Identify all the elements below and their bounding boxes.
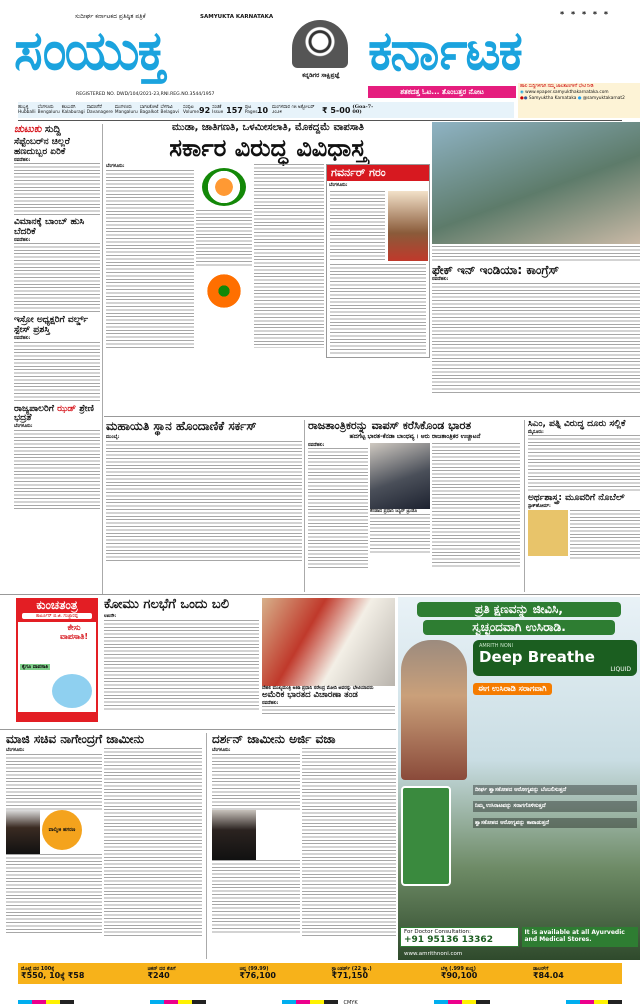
story-subhead-canada: ಹದಗೆಟ್ಟ ಭಾರತ-ಕೆನಡಾ ಬಾಂಧವ್ಯ । ಆರು ರಾಜತಾಂತ್ರಿಕರ ಉಚ್ಚಾಟನೆ [349,433,481,441]
story-headline-nagendra[interactable]: ಮಾಜಿ ಸಚಿವ ನಾಗೇಂದ್ರಗೆ ಜಾಮೀನು [6,732,145,746]
brief-dateline: ನವದೆಹಲಿ: [14,157,31,163]
pages: 10 [256,105,269,115]
twitter-icon[interactable]: ● [577,96,582,101]
masthead-title-right: ಕರ್ನಾಟಕ [368,19,521,82]
ad-website[interactable]: www.amrithnoni.com [404,951,463,957]
ticker-item: ಸ್ಟ್ಯಾಂಡರ್ಡ್ (22 ಕ್ಯಾ.) ₹71,150 [331,965,372,980]
facebook-handle[interactable]: Samyuktha Karnataka [528,96,577,101]
youtube-icon[interactable]: ● [520,96,524,101]
issue-label: ಸಂಚಿಕೆ Issue [212,105,224,115]
top-right-photo [432,122,640,244]
atishi-modi-photo [262,598,395,686]
darshan-story [212,733,396,938]
story-dateline: ಬೆಂಗಳೂರು: [212,748,231,754]
epaper-note: ಹಾಲಿ ಸುದ್ದಿಗಳಿಗಾಗಿ ನಮ್ಮ ಜಾಲತಾಣಗಳಿಗೆ ಭೇಟಿ ನೀಡಿ [520,84,594,89]
top-right-story [432,122,640,393]
lead-headline[interactable]: ಸರ್ಕಾರ ವಿರುದ್ಧ ವಿವಿಧಾಸ್ತ್ರ [169,134,367,162]
price-goa: (Goa-7-00) [352,104,374,115]
story-dateline: ನವದೆಹಲಿ: [308,443,325,449]
governor-photo [388,191,428,261]
story-dateline: ಲಖನೌ: [104,614,117,620]
promo-banner: ಶತಕದತ್ತ ಓಟ... ತೊಂಬತ್ತರ ನೋಟ [368,86,516,98]
top-right-headline[interactable]: ಫೇಕ್ ಇನ್ ಇಂಡಿಯಾ: ಕಾಂಗ್ರೆಸ್ [432,263,560,277]
ad-availability: It is available at all Ayurvedic and Medical Stores. [522,927,639,947]
story-dateline: ಸ್ಟಾಕ್‌ಹೋಮ್: [528,504,551,510]
price-ticker [18,963,622,984]
jump-label: ವಾಲ್ಮೀಕಿ ಹಗರಣ [42,810,82,850]
edition: ಹುಬ್ಬಳ್ಳಿ Hubballi [18,105,36,115]
story-headline-riot[interactable]: ಕೋಮು ಗಲಭೆಗೆ ಒಂದು ಬಲಿ [104,597,230,612]
section-title-red: ಚುಟುಕು [14,124,42,135]
nagendra-photo [6,810,40,854]
governor-dateline: ಬೆಂಗಳೂರು: [329,183,348,189]
story-headline-darshan[interactable]: ದರ್ಶನ್ ಜಾಮೀನು ಅರ್ಜಿ ವಜಾ [212,732,336,746]
riot-story [104,598,259,710]
us-story [262,598,395,714]
edition: ಬಾಗಲಕೋಟೆ Bagalkot [139,105,159,115]
story-headline-us[interactable]: ಅಮೆರಿಕ ಭಾರತದ ವಿಚಾರಣಾ ತಂಡ [262,690,358,701]
ad-brand: AMRITH NONI [479,643,513,649]
governor-box-title: ಗವರ್ನರ್ ಗರಂ [327,165,429,181]
deep-breathe-ad[interactable] [398,597,640,960]
ad-line1: ಪ್ರತಿ ಕ್ಷಣವನ್ನು ಜೀವಿಸಿ, [417,602,621,617]
nobel-photo [528,510,568,556]
issue: 157 [226,105,243,115]
masthead-english-name: SAMYUKTA KARNATAKA [200,14,274,20]
ticker-item: ಚಿನ್ನ (99.99) ₹76,100 [239,965,276,980]
ad-tagline: ಈಗ ಉಸಿರಾಡಿ ಸರಾಗವಾಗಿ [473,683,552,695]
volume-label: ಸಂಪುಟ Volume [183,105,200,115]
canada-story [308,420,522,569]
website-link[interactable]: ◉ www.epaper.samyukthakarnataka.com [520,90,609,95]
edition: ಬೆಳಗಾವಿ Belagavi [160,105,180,115]
brief-dateline: ನವದೆಹಲಿ: [14,336,31,342]
ticker-item: ಡಾಲರ್‌ಗೆ ₹84.04 [532,965,564,980]
brief-dateline: ಬೆಂಗಳೂರು: [14,424,33,430]
edition: ಬೆಂಗಳೂರು Bengaluru [37,105,60,115]
ad-consult-label: For Doctor Consultation: [404,929,471,935]
cartoon-title: ಕುಂಚತಂತ್ರ [36,598,78,612]
ad-phone[interactable]: +91 95136 13362 [404,935,493,945]
story-headline-cm[interactable]: ಸಿಎಂ, ಪತ್ನಿ ವಿರುದ್ಧ ದೂರು ಸಲ್ಲಿಕೆ [528,419,626,429]
brief-headline[interactable]: ವಿಮಾನಕ್ಕೆ ಬಾಂಬ್ ಹುಸಿ ಬೆದರಿಕೆ [14,217,85,238]
registration-marks [18,989,622,1008]
maharashtra-story [106,420,302,561]
story-dateline: ಮೈಸೂರು: [528,429,544,435]
briefs-column [14,124,100,510]
pages-label: ಪುಟ Pages [244,105,258,115]
story-dateline: ಬೆಂಗಳೂರು: [6,748,25,754]
ad-product: Deep Breathe [479,648,595,666]
cartoon-author: ಕಾರ್ಟೂನ್ ಬಿ.ಜಿ. ಗುಜ್ಜಾರಪ್ಪ [22,613,92,619]
cartoon-sign: ಕೈಗೂ ವಾಪಸಾತಿ [21,664,49,670]
ad-benefit: ಶ್ವಾಸಕೋಶದ ಆರೋಗ್ಯವನ್ನು ಕಾಪಾಡುತ್ತದೆ [473,818,637,829]
ad-product-type: LIQUID [610,665,631,673]
ad-model-photo [401,640,467,780]
emblem-logo [292,20,348,68]
story-dateline: ಮುಂಬೈ: [106,435,120,441]
cartoon-caption: ಕೇಸು ವಾಪಸಾತಿ! [59,623,89,641]
edition: ದಾವಣಗೆರೆ Davanagere [86,105,113,115]
masthead-title-left: ಸಂಯುಕ್ತ [14,19,165,82]
facebook-icon[interactable]: ● [523,96,529,101]
info-bar [18,102,514,118]
twitter-handle[interactable]: @samyuktakarnat2 [582,96,625,101]
nagendra-story [6,733,204,938]
masthead-stars: * * * * * [560,10,611,19]
ticker-item: ಬೆಳ್ಳಿ (.999 ಶುದ್ಧ) ₹90,100 [440,965,478,980]
emblem-caption: ಕನ್ನಡಿಗರ ಸಾಕ್ಷಿಪ್ರಜ್ಞೆ [302,72,340,79]
print-mark: CMYK [343,1000,358,1006]
ad-line2: ಸ್ವಚ್ಛಂದವಾಗಿ ಉಸಿರಾಡಿ. [423,620,615,635]
section-title: ಸುದ್ದಿ [44,124,61,135]
brief-dateline: ನವದೆಹಲಿ: [14,237,31,243]
darshan-photo [212,810,256,860]
lead-kicker: ಮುಡಾ, ಜಾತಿಗಣತಿ, ಒಳಮೀಸಲಾತಿ, ಮೊಕದ್ದಮೆ ವಾಪಸಾತಿ [172,122,364,133]
masthead-divider [18,120,622,121]
edition: ಕಲಬುರಗಿ Kalaburagi [61,105,85,115]
lead-dateline: ಬೆಂಗಳೂರು: [106,164,125,170]
registration-number: REGISTERED NO. DWD/104/2021-23,RNI.REG.NO.3544/1957 [76,92,215,97]
edition: ಮಂಗಳೂರು Mangaluru [114,105,138,115]
right-briefs [528,420,640,560]
story-headline-maharashtra[interactable]: ಮಹಾಯತಿ ಸ್ಥಾನ ಹೊಂದಾಣಿಕೆ ಸರ್ಕಸ್ [106,419,257,433]
story-headline-canada[interactable]: ರಾಜತಾಂತ್ರಿಕರನ್ನು ವಾಪಸ್ ಕರೆಸಿಕೊಂಡ ಭಾರತ [308,419,472,432]
brief-headline[interactable]: ಸೆಪ್ಟೆಂಬರ್‌ನ ಚಿಲ್ಲರೆ ಹಣದುಬ್ಬರ ಏರಿಕೆ [14,137,70,157]
atishi-photo-caption: ದೆಹಲಿ ಮುಖ್ಯಮಂತ್ರಿ ಅತಿಶಿ ಪ್ರಧಾನಿ ನರೇಂದ್ರ ಮೋದಿ ಅವರನ್ನು ಭೇಟಿಯಾದರು [262,686,374,691]
ticker-item: ಚಿಕನ್ ದರ ಕೆಜಿಗೆ ₹240 [147,965,176,980]
price: ₹ 5-00 [322,105,351,115]
canada-photo [370,443,430,509]
story-dateline: ನವದೆಹಲಿ: [262,700,279,706]
top-right-dateline: ನವದೆಹಲಿ: [432,277,449,283]
brief-headline[interactable]: ರಾಜ್ಯಪಾಲರಿಗೆ ಝಡ್ ಶ್ರೇಣಿ ಭದ್ರತೆ [14,403,94,424]
ad-benefit: ನಿಮ್ಮ ಉಸಿರಾಟವನ್ನು ಸರಾಗಗೊಳಿಸುತ್ತದೆ [473,801,637,812]
cartoon-box [16,598,98,722]
ad-benefit: ದೀರ್ಘ ಶ್ವಾಸಕೋಶದ ಆರೋಗ್ಯವನ್ನು ಬೆಂಬಲಿಸುತ್ತದೆ [473,785,637,796]
brief-headline[interactable]: ಇಸ್ರೋ ಅಧ್ಯಕ್ಷರಿಗೆ ವರ್ಲ್ಡ್ ಸ್ಪೇಸ್ ಪ್ರಶಸ್ತಿ [14,315,89,336]
lead-story [106,122,430,358]
ticker-item: ಮೊಟ್ಟೆ ದರ 100ಕ್ಕೆ ₹550, 10ಕ್ಕೆ ₹58 [21,965,85,980]
bjp-logo [204,272,244,310]
ad-product-bottle [401,786,451,886]
editions-list [18,105,179,115]
governor-box [326,164,430,357]
congress-logo [202,168,246,206]
issue-date: ಮಂಗಳವಾರ ೧೫ ಅಕ್ಟೋಬರ್ ೨೦೨೪ [272,105,315,115]
volume: 92 [199,105,211,115]
canada-photo-caption: ಕೆನಡಾದ ಪ್ರಧಾನಿ ಜಸ್ಟಿನ್ ಟ್ರುಡೊ [370,509,418,515]
masthead-tagline: ಸುದೀರ್ಘ ಕರ್ನಾಟಕದ ಪ್ರತಿಷ್ಠಿತ ಪತ್ರಿಕೆ [75,13,146,20]
story-headline-nobel[interactable]: ಅರ್ಥಶಾಸ್ತ್ರ: ಮೂವರಿಗೆ ನೊಬೆಲ್ [528,493,625,504]
